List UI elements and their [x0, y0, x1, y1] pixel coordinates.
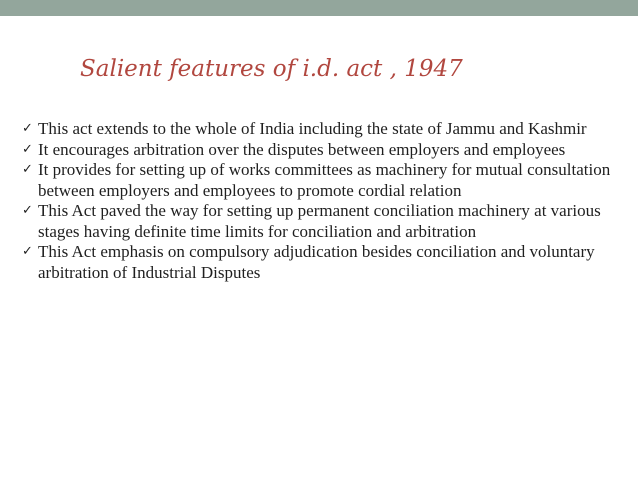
bullet-item	[22, 160, 612, 201]
bullet-item	[22, 201, 612, 242]
slide-title: Salient features of i.d. act , 1947	[80, 56, 463, 82]
top-accent-bar	[0, 0, 638, 16]
bullet-text: It provides for setting up of works committees as machinery for mutual consultation between employers and employees to promote cordial relation	[38, 160, 611, 200]
bullet-item	[22, 119, 612, 140]
bullet-text: This act extends to the whole of India including the state of Jammu and Kashmir	[38, 119, 587, 138]
check-icon: ✓	[22, 244, 33, 259]
bullet-text: It encourages arbitration over the disputes between employers and employees	[38, 139, 566, 159]
bullet-item	[22, 140, 612, 161]
bullet-item	[22, 242, 612, 283]
bullet-text: This Act emphasis on compulsory adjudication besides conciliation and voluntary arbitration of Industrial Disputes	[38, 242, 595, 282]
check-icon: ✓	[22, 203, 33, 218]
check-icon: ✓	[22, 162, 33, 177]
bullet-text: This Act paved the way for setting up permanent conciliation machinery at various stages having definite time limits for conciliation and arbitration	[38, 201, 601, 241]
bullet-list	[22, 119, 612, 283]
check-icon: ✓	[22, 141, 33, 157]
check-icon: ✓	[22, 121, 33, 136]
